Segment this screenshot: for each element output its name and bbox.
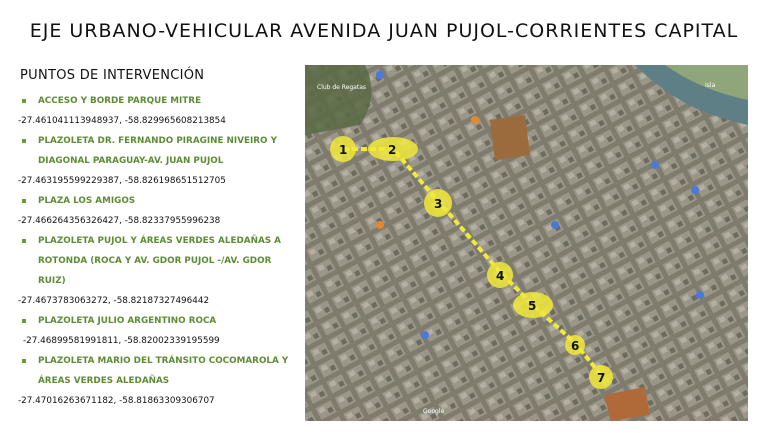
bullet-icon bbox=[22, 239, 26, 243]
bullet-icon bbox=[22, 139, 26, 143]
google-logo: Google bbox=[423, 408, 445, 415]
marker-4[interactable] bbox=[487, 262, 513, 288]
svg-text:4: 4 bbox=[496, 269, 505, 283]
svg-text:7: 7 bbox=[597, 371, 606, 385]
bullet-icon bbox=[22, 359, 26, 363]
point-coord-4: -27.4673783063272, -58.82187327496442 bbox=[18, 296, 210, 306]
marker-5[interactable] bbox=[513, 292, 553, 318]
point-label-5: PLAZOLETA JULIO ARGENTINO ROCA bbox=[38, 316, 217, 326]
point-coord-6: -27.47016263671182, -58.81863309306707 bbox=[18, 396, 215, 406]
point-coord-1: -27.461041113948937, -58.829965608213854 bbox=[18, 116, 226, 126]
point-label-6: PLAZOLETA MARIO DEL TRÁNSITO COCOMAROLA Y ÁREAS VERDES ALEDAÑAS bbox=[38, 356, 289, 386]
point-label-1: ACCESO Y BORDE PARQUE MITRE bbox=[38, 96, 202, 106]
list-item bbox=[20, 231, 295, 291]
point-label-3: PLAZA LOS AMIGOS bbox=[38, 196, 136, 206]
list-item bbox=[20, 311, 295, 331]
point-coord-3: -27.466264356326427, -58.82337955996238 bbox=[18, 216, 221, 226]
marker-3[interactable] bbox=[424, 189, 452, 217]
satellite-map[interactable] bbox=[305, 65, 748, 421]
marker-7[interactable] bbox=[589, 365, 613, 389]
bullet-icon bbox=[22, 99, 26, 103]
list-item bbox=[20, 191, 295, 211]
page-title: EJE URBANO-VEHICULAR AVENIDA JUAN PUJOL-CORRIENTES CAPITAL bbox=[29, 20, 739, 42]
map-pin-icon[interactable] bbox=[651, 161, 659, 169]
map-pin-icon[interactable] bbox=[551, 221, 559, 229]
svg-text:1: 1 bbox=[339, 143, 348, 157]
list-item bbox=[20, 351, 295, 391]
map-label-isla: Isla bbox=[705, 82, 716, 89]
bullet-icon bbox=[22, 199, 26, 203]
point-label-2: PLAZOLETA DR. FERNANDO PIRAGINE NIVEIRO Y DIAGONAL PARAGUAY-AV. JUAN PUJOL bbox=[38, 136, 277, 166]
sports-field bbox=[490, 115, 530, 160]
svg-text:3: 3 bbox=[434, 197, 443, 211]
bullet-icon bbox=[22, 319, 26, 323]
map-pin-icon[interactable] bbox=[376, 221, 384, 229]
map-pin-icon[interactable] bbox=[696, 291, 704, 299]
map-canvas[interactable] bbox=[305, 65, 748, 421]
map-pin-icon[interactable] bbox=[421, 331, 429, 339]
list-item bbox=[20, 91, 295, 111]
svg-text:5: 5 bbox=[528, 299, 537, 313]
marker-1[interactable] bbox=[330, 136, 356, 162]
point-coord-2: -27.463195599229387, -58.826198651512705 bbox=[18, 176, 226, 186]
map-label-club: Club de Regatas bbox=[317, 84, 367, 91]
section-title: PUNTOS DE INTERVENCIÓN bbox=[20, 68, 205, 83]
list-item bbox=[20, 131, 295, 171]
marker-2[interactable] bbox=[368, 137, 418, 161]
svg-text:2: 2 bbox=[388, 143, 397, 157]
point-coord-5: -27.46899581991811, -58.82002339195599 bbox=[23, 336, 220, 346]
svg-text:6: 6 bbox=[571, 339, 580, 353]
point-label-4: PLAZOLETA PUJOL Y ÁREAS VERDES ALEDAÑAS A ROTONDA (ROCA Y AV. GDOR PUJOL -/AV. GDOR RUIZ) bbox=[38, 236, 281, 286]
intervention-points-panel bbox=[20, 68, 295, 411]
map-pin-icon[interactable] bbox=[691, 186, 699, 194]
map-pin-icon[interactable] bbox=[471, 116, 479, 124]
map-pin-icon[interactable] bbox=[376, 71, 384, 79]
marker-6[interactable] bbox=[565, 335, 585, 355]
